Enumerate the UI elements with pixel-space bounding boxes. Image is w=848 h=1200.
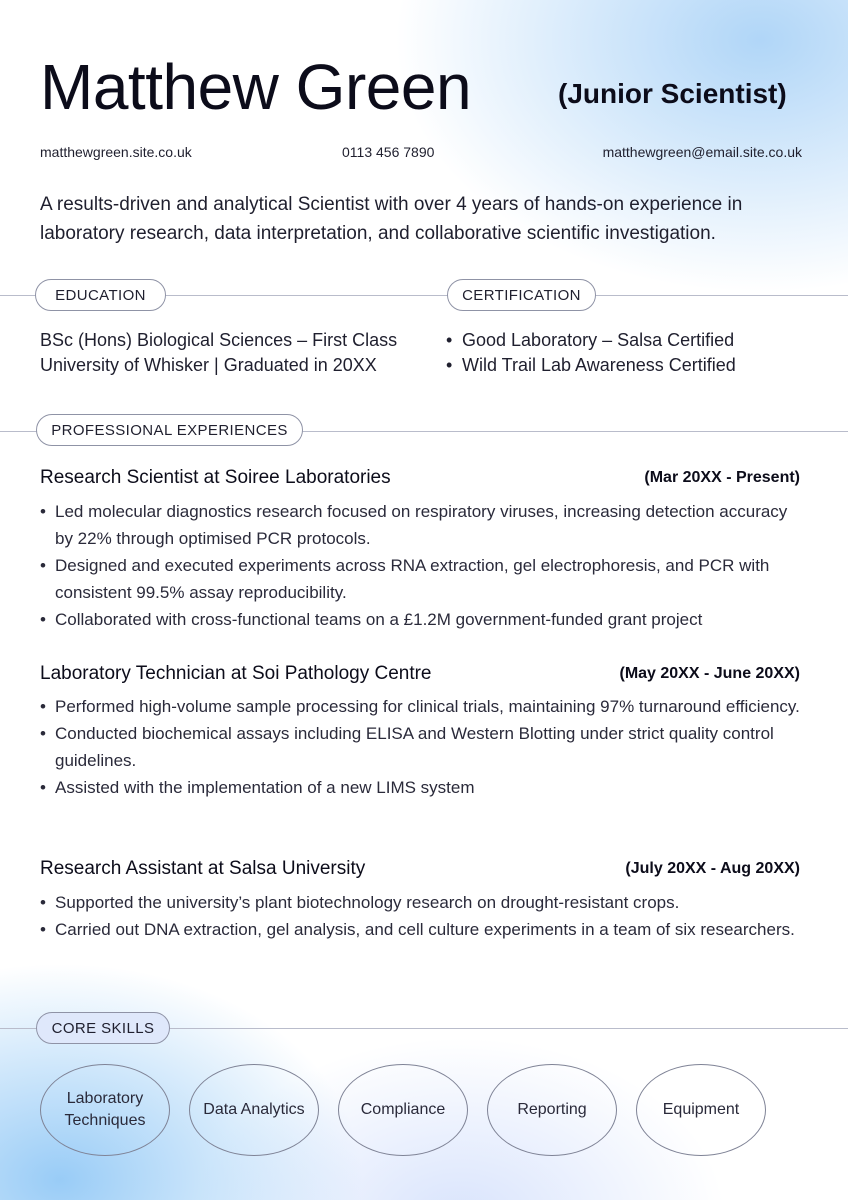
profile-summary: A results-driven and analytical Scientist with over 4 years of hands-on experience in laboratory research, data interpretation, and collaborative scientific investigation. (40, 194, 743, 244)
job-bullet: • Supported the university’s plant biotechnology research on drought-resistant crops. (40, 889, 800, 916)
skill-badge: Reporting (487, 1064, 617, 1156)
job-bullet: • Carried out DNA extraction, gel analysis, and cell culture experiments in a team of six researchers. (40, 916, 800, 943)
job-bullet: • Performed high-volume sample processing for clinical trials, maintaining 97% turnaround efficiency. (40, 693, 800, 720)
job-bullet: • Conducted biochemical assays including ELISA and Western Blotting under strict quality control guidelines. (40, 720, 800, 774)
job-bullet: • Designed and executed experiments across RNA extraction, gel electrophoresis, and PCR with consistent 99.5% assay reproducibility. (40, 552, 800, 606)
certification-item: • Wild Trail Lab Awareness Certified (446, 353, 736, 378)
skill-badge: Data Analytics (189, 1064, 319, 1156)
certification-list (446, 328, 736, 378)
skill-badge: Laboratory Techniques (40, 1064, 170, 1156)
education-degree: BSc (Hons) Biological Sciences – First Class (40, 330, 398, 350)
skill-badge: Compliance (338, 1064, 468, 1156)
job-title: Research Assistant at Salsa University (40, 858, 366, 879)
certification-heading: CERTIFICATION (447, 279, 596, 311)
job-bullet: • Assisted with the implementation of a new LIMS system (40, 774, 800, 801)
job-bullet: • Led molecular diagnostics research focused on respiratory viruses, increasing detection accuracy by 22% through optimised PCR protocols. (40, 498, 800, 552)
candidate-name: Matthew Green (40, 51, 472, 123)
job-bullets (40, 889, 800, 943)
job-title: Laboratory Technician at Soi Pathology Centre (40, 663, 432, 684)
certification-item: • Good Laboratory – Salsa Certified (446, 328, 736, 353)
skill-badge: Equipment (636, 1064, 766, 1156)
education-heading: EDUCATION (35, 279, 166, 311)
candidate-role: (Junior Scientist) (558, 78, 787, 109)
phone-number[interactable]: 0113 456 7890 (342, 144, 435, 160)
job-dates: (May 20XX - June 20XX) (619, 665, 800, 682)
website-link[interactable]: matthewgreen.site.co.uk (40, 144, 192, 160)
job-bullet: • Collaborated with cross-functional teams on a £1.2M government-funded grant project (40, 606, 800, 633)
job-bullets (40, 693, 800, 801)
job-bullets (40, 498, 800, 633)
job-title: Research Scientist at Soiree Laboratories (40, 467, 391, 488)
job-dates: (Mar 20XX - Present) (644, 469, 800, 486)
education-block (40, 328, 397, 378)
experience-heading: PROFESSIONAL EXPERIENCES (36, 414, 303, 446)
education-school: University of Whisker | Graduated in 20XX (40, 355, 377, 375)
job-dates: (July 20XX - Aug 20XX) (625, 860, 800, 877)
skills-heading: CORE SKILLS (36, 1012, 170, 1044)
email-link[interactable]: matthewgreen@email.site.co.uk (602, 144, 802, 160)
